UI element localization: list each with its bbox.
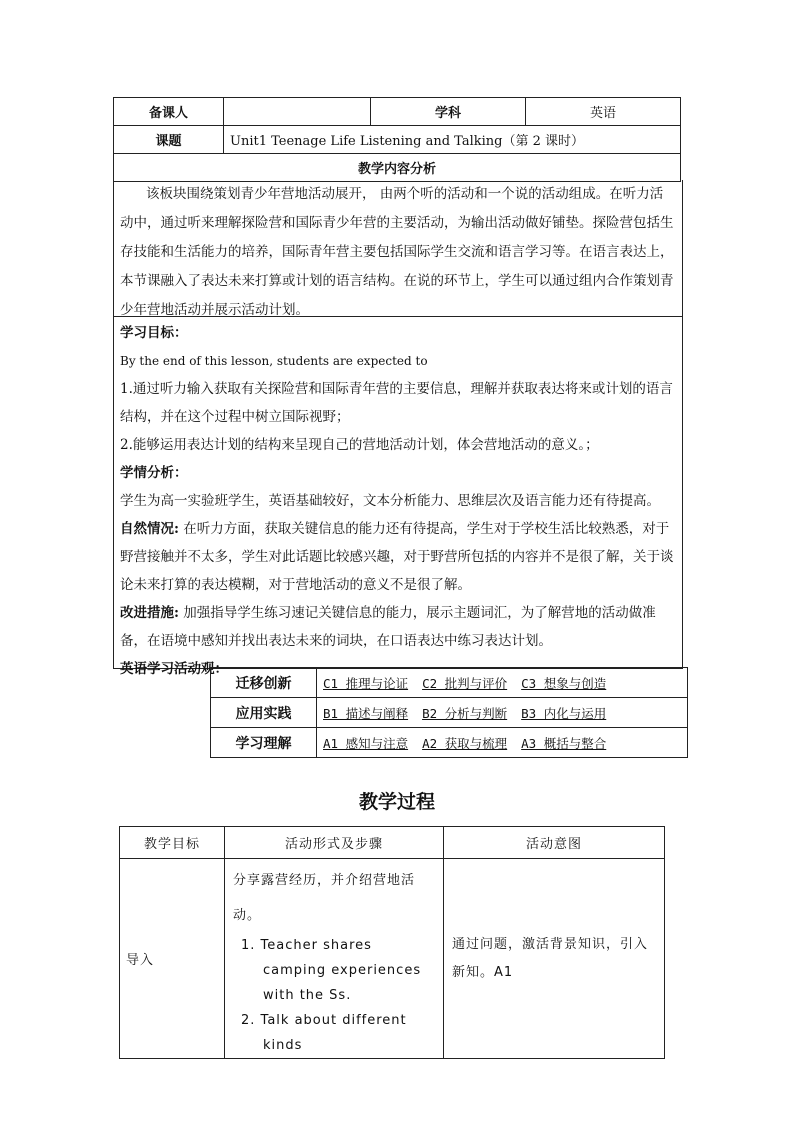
objective-1: 1.通过听力输入获取有关探险营和国际青年营的主要信息，理解并获取表达将来或计划的语言结构，并在这个过程中树立国际视野； — [120, 381, 673, 425]
process-header-steps: 活动形式及步骤 — [225, 827, 444, 859]
subject-value: 英语 — [526, 98, 681, 126]
process-intent: 通过问题，激活背景知识，引入新知。A1 — [444, 859, 665, 1059]
section-title: 教学内容分析 — [114, 154, 681, 182]
process-header-row — [120, 827, 665, 859]
subject-label: 学科 — [371, 98, 526, 126]
activity-row — [211, 698, 688, 728]
learners-line1: 学生为高一实验班学生，英语基础较好，文本分析能力、思维层次及语言能力还有待提高。 — [120, 493, 660, 509]
activity-row-items — [317, 668, 688, 698]
activity-item: B1 描述与阐释 — [323, 705, 409, 721]
activity-item: A1 感知与注意 — [323, 735, 409, 751]
improve-text: 加强指导学生练习速记关键信息的能力，展示主题词汇，为了解营地的活动做准备，在语境中感知并找出表达未来的词块，在口语表达中练习表达计划。 — [120, 605, 656, 649]
process-table — [119, 826, 665, 1059]
content-analysis: 该板块围绕策划青少年营地活动展开， 由两个听的活动和一个说的活动组成。在听力活动中，通过听来理解探险营和国际青少年营的主要活动，为输出活动做好铺垫。探险营包括生存技能和生活能力的培养，国际青年营主要包括国际学生交流和语言学习等。在语言表达上，本节课融入了表达未来打算或计划的语言结构。在说的环节上，学生可以通过组内合作策划青少年营地活动并展示活动计划。 — [114, 180, 682, 317]
process-step-title: 分享露营经历，并介绍营地活动。 — [233, 873, 416, 923]
process-step: 1. Teacher shares camping experiences with the Ss. — [241, 938, 422, 1003]
nature-text: 在听力方面，获取关键信息的能力还有待提高，学生对于学校生活比较熟悉，对于野营接触并不太多，学生对此话题比较感兴趣，对于野营所包括的内容并不是很了解，关于谈论未来打算的表达模糊，对于营地活动的意义不是很了解。 — [120, 521, 674, 593]
objectives-title: 学习目标： — [120, 325, 188, 341]
topic-label: 课题 — [114, 126, 224, 154]
process-goal: 导入 — [120, 859, 225, 1059]
topic-value: Unit1 Teenage Life Listening and Talking（第 2 课时） — [224, 126, 681, 154]
objectives-intro: By the end of this lesson, students are expected to — [120, 354, 428, 368]
improve-label: 改进措施: — [120, 605, 179, 621]
preparer-value — [224, 98, 371, 126]
process-steps — [225, 859, 444, 1059]
activity-item: C2 批判与评价 — [422, 675, 508, 691]
header-table — [113, 97, 681, 182]
activity-row-label: 应用实践 — [211, 698, 317, 728]
activity-item: B2 分析与判断 — [422, 705, 508, 721]
activity-view-title: 英语学习活动观： — [120, 661, 228, 677]
activity-row-label: 迁移创新 — [211, 668, 317, 698]
activity-view-table — [210, 667, 688, 758]
activity-item: C1 推理与论证 — [323, 675, 409, 691]
activity-item: A3 概括与整合 — [521, 735, 607, 751]
activity-row-items — [317, 698, 688, 728]
process-title: 教学过程 — [358, 791, 435, 813]
process-step: 2. Talk about different kinds — [241, 1013, 407, 1053]
process-header-intent: 活动意图 — [444, 827, 665, 859]
learners-nature — [120, 515, 676, 599]
preparer-label: 备课人 — [114, 98, 224, 126]
activity-item: C3 想象与创造 — [521, 675, 607, 691]
objectives-section — [114, 317, 682, 685]
learners-title: 学情分析： — [120, 465, 188, 481]
activity-row — [211, 668, 688, 698]
content-box — [113, 180, 683, 677]
activity-row-items — [317, 728, 688, 758]
process-header-goal: 教学目标 — [120, 827, 225, 859]
process-row — [120, 859, 665, 1059]
activity-row — [211, 728, 688, 758]
objective-2: 2.能够运用表达计划的结构来呈现自己的营地活动计划，体会营地活动的意义。； — [120, 437, 599, 453]
activity-row-label: 学习理解 — [211, 728, 317, 758]
learners-improve — [120, 599, 676, 655]
activity-item: A2 获取与梳理 — [422, 735, 508, 751]
activity-item: B3 内化与运用 — [521, 705, 607, 721]
nature-label: 自然情况: — [120, 521, 179, 537]
